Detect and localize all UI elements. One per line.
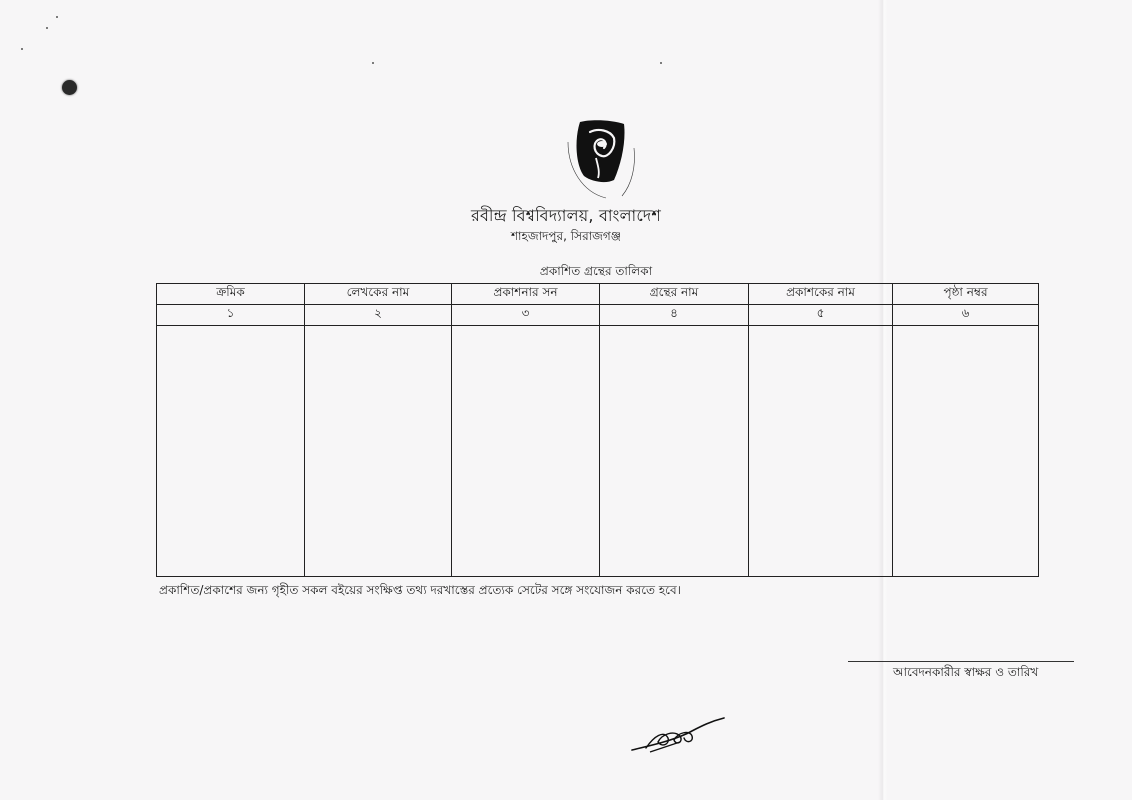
column-number: ৩ xyxy=(452,305,600,326)
signature-line xyxy=(848,661,1074,662)
blank-entry-cell xyxy=(749,326,893,577)
column-number: ১ xyxy=(157,305,305,326)
table-caption: প্রকাশিত গ্রন্থের তালিকা xyxy=(539,264,653,278)
column-number: ২ xyxy=(305,305,452,326)
column-number: ৬ xyxy=(893,305,1039,326)
blank-entry-cell xyxy=(600,326,749,577)
publications-table xyxy=(156,283,1038,575)
column-number: ৫ xyxy=(749,305,893,326)
scan-speck xyxy=(372,62,374,64)
scan-speck xyxy=(660,62,662,64)
university-name: রবীন্দ্র বিশ্ববিদ্যালয়, বাংলাদেশ xyxy=(470,206,662,225)
blank-entry-cell xyxy=(893,326,1039,577)
column-publication-year: প্রকাশনার সন xyxy=(452,284,600,305)
column-number-row xyxy=(157,305,1039,326)
column-publisher-name: প্রকাশকের নাম xyxy=(749,284,893,305)
university-emblem xyxy=(562,118,642,202)
scan-speck xyxy=(56,16,58,18)
scan-speck xyxy=(21,48,23,50)
signature-label: আবেদনকারীর স্বাক্ষর ও তারিখ xyxy=(893,665,1039,679)
handwritten-signature xyxy=(628,712,730,758)
university-logo xyxy=(562,118,642,202)
scan-speck xyxy=(46,27,48,29)
university-location: শাহজাদপুর, সিরাজগঞ্জ xyxy=(510,229,622,243)
column-page-number: পৃষ্ঠা নম্বর xyxy=(893,284,1039,305)
column-book-title: গ্রন্থের নাম xyxy=(600,284,749,305)
table-header-row xyxy=(157,284,1039,305)
blank-entry-cell xyxy=(305,326,452,577)
column-author-name: লেখকের নাম xyxy=(305,284,452,305)
blank-entry-cell xyxy=(157,326,305,577)
punch-hole xyxy=(62,80,77,95)
instruction-note: প্রকাশিত/প্রকাশের জন্য গৃহীত সকল বইয়ের সংক্ষিপ্ত তথ্য দরখাস্তের প্রত্যেক সেটের সঙ্গে সংযোজন করতে হবে। xyxy=(159,583,681,597)
blank-entry-cell xyxy=(452,326,600,577)
column-number: ৪ xyxy=(600,305,749,326)
table-entry-row xyxy=(157,326,1039,577)
column-serial: ক্রমিক xyxy=(157,284,305,305)
